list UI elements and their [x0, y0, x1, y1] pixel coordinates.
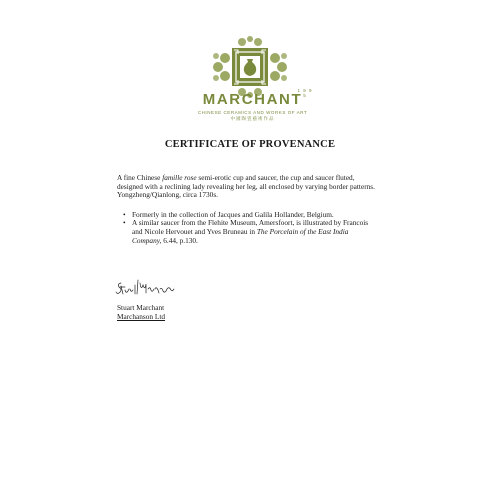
provenance-list: [117, 211, 377, 245]
founding-year: 1 9 9 5: [297, 88, 313, 98]
brand-name: MARCHANT: [202, 91, 303, 108]
brand-tagline: CHINESE CERAMICS AND WORKS OF ART: [197, 110, 308, 115]
famille-rose-term: famille rose: [162, 173, 197, 182]
signer-block: [117, 304, 165, 321]
brand-chinese-tagline: 中國陶瓷藝術作品: [230, 117, 275, 122]
signer-company: Marchanson Ltd: [117, 311, 166, 321]
certificate-body: [117, 174, 377, 245]
item-description: A fine Chinese famille rose semi-erotic cup and saucer, the cup and saucer fluted, designed with a reclining lady revealing her leg, all enclosed by varying border patterns.: [117, 173, 375, 191]
item-period: Yongzheng/Qianlong, circa 1730s.: [117, 190, 218, 200]
marchant-wordmark: [190, 86, 315, 123]
list-item: • A similar saucer from the Flehite Museum, Amersfoort, is illustrated by Francois and Nicole Hervouet and Yves Bruneau in The Porcelain of the East India Company, 6.44, p.130.: [117, 219, 377, 245]
signer-name: Stuart Marchant: [117, 303, 165, 312]
certificate-title: CERTIFICATE OF PROVENANCE: [164, 139, 336, 150]
book-title: The Porcelain of the East India Company,: [132, 226, 349, 245]
list-item: • Formerly in the collection of Jacques and Galila Hollander, Belgium.: [117, 211, 377, 220]
handwritten-signature: [115, 277, 175, 299]
